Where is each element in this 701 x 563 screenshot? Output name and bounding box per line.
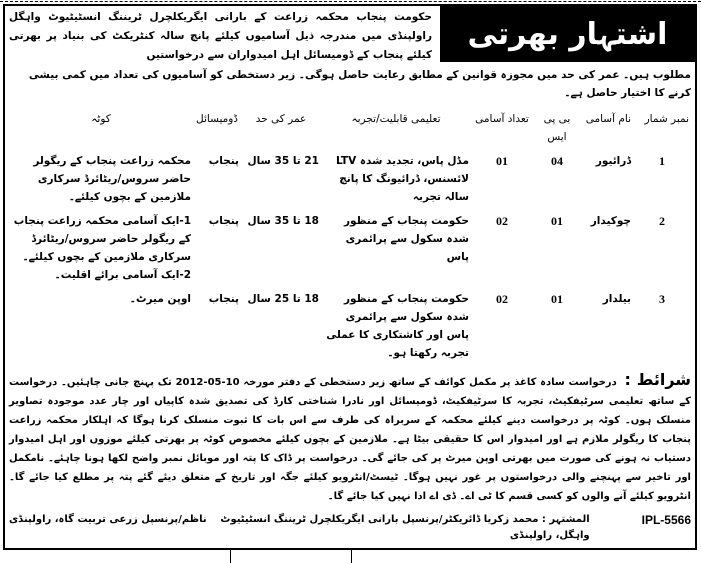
table-row [9,152,691,206]
conditions-heading: شرائط : [624,370,692,389]
qualification: حکومت پنجاب کے منظور شدہ سکول سے پرائمری پاس [343,215,469,263]
serial: 2 [659,214,665,228]
intro-text-continued: مطلوب ہیں۔ عمر کی حد میں مجوزہ قوانین کے مطابق رعایت حاصل ہوگی۔ زیر دستخطی کو آسامیوں کی تعداد میں کمی بیشی کرنے کا اختیار حاصل ہے۔ [28,69,691,99]
advertiser: المشتہر : محمد زکریا ڈائریکٹر/پرنسپل بارانی ایگریکلچرل ٹریننگ انسٹیٹیوٹ واہگل، راولپنڈی [220,514,590,541]
qualification: مڈل پاس، تجدید شدہ LTV لائسنس، ڈرائیونگ کا پانچ سالہ تجربہ [335,155,469,203]
serial: 1 [659,154,665,168]
ad-title: اشتہار بھرتی [440,6,695,62]
age: 18 تا 25 سال [247,293,319,305]
domicile: پنجاب [208,155,239,167]
post: ڈرائیور [595,155,631,167]
post: چوکیدار [590,215,631,227]
footer [9,512,691,544]
header-quota: کوٹہ [91,113,111,125]
count: 01 [496,154,508,168]
header-serial: نمبر شمار [644,113,689,125]
table-row [9,212,691,284]
header-post: نام آسامی [585,113,631,125]
header-bps: بی پی ایس [543,113,571,143]
office-signature: ناظم/پرنسپل زرعی تربیت گاہ، راولپنڈی [9,514,207,525]
header-qualification: تعلیمی قابلیت/تجربہ [351,113,441,125]
count: 02 [496,214,508,228]
bps: 01 [551,214,563,228]
quota: اوپن میرٹ۔ [129,293,191,305]
qualification: حکومت پنجاب کے منظور شدہ سکول سے پرائمری پاس اور کاشتکاری کا عملی تجربہ رکھتا ہو۔ [326,293,469,359]
bps: 04 [551,154,563,168]
domicile: پنجاب [208,293,239,305]
intro-text: حکومت پنجاب محکمہ زراعت کے بارانی ایگریکلچرل ٹریننگ انسٹیٹیوٹ واہگل راولپنڈی میں مندرجہ ذیل آسامیوں کیلئے پانچ سالہ کنٹریکٹ کی بنیاد پر بھرتی کیلئے پنجاب کے ڈومیسائل اہل امیدواران سے درخواستیں [9,11,432,61]
quota: 1-ایک آسامی محکمہ زراعت پنجاب کے ریگولر حاضر سروس/ریٹائرڈ سرکاری ملازمین کے بچوں کیلئے۔ 2-ایک آسامی برائے اقلیت۔ [13,215,191,281]
post: بیلدار [602,293,631,305]
bps: 01 [551,292,563,306]
ad-code: IPL-5566 [641,513,691,527]
conditions-text: درخواست سادہ کاغذ پر مکمل کوائف کے ساتھ زیر دستخطی کے دفتر مورخہ 10-05-2012 تک پہنچ جانی چاہئیں۔ درخواست کے ساتھ تعلیمی سرٹیفکیٹ، تجربہ کا سرٹیفکیٹ، ڈومیسائل اور نادرا شناختی کارڈ کی تصدیق شدہ کاپیاں اور چار عدد موجودہ تصاویر منسلک ہوں۔ کوٹہ پر درخواست دینے کیلئے محکمہ کے سربراہ کی طرف سے اس بات کا ثبوت منسلک کرنا ہوگا کہ اہلکار محکمہ زراعت پنجاب کا ریگولر ملازم ہے اور امیدوار اس کا حقیقی بیٹا ہے۔ ملازمین کے بچوں کیلئے مخصوص کوٹہ پر بھرتی کیلئے موزوں اور اہل امیدوار دستیاب نہ ہونے کی صورت میں بھرتی اوپن میرٹ پر کی جائے گی۔ درخواست پر ڈاک کا پتہ اور موبائل نمبر واضح لکھا ہونا چاہئے۔ نامکمل اور تاخیر سے پہنچنے والی درخواستوں پر غور نہیں ہوگا۔ ٹیسٹ/انٹرویو کیلئے جگہ اور تاریخ کے متعلق دیئے گئے پتہ پر مطلع کیا جائے گا۔ انٹرویو کیلئے آنے والوں کو کسی قسم کا ٹی اے۔ ڈی اے ادا نہیں کیا جائے گا۔ [9,377,691,502]
serial: 3 [659,292,665,306]
age: 18 تا 35 سال [247,215,319,227]
count: 02 [496,292,508,306]
header-domicile: ڈومیسائل [196,113,238,125]
top-divider [0,1,701,2]
quota: محکمہ زراعت پنجاب کے ریگولر حاضر سروس/ریٹائرڈ سرکاری ملازمین کے بچوں کیلئے۔ [33,155,191,203]
advertisement [3,4,697,550]
header-count: تعداد آسامی [475,113,529,125]
header-age: عمر کی حد [255,113,307,125]
table-header [9,110,691,146]
conditions [9,370,691,506]
domicile: پنجاب [208,215,239,227]
age: 21 تا 35 سال [247,155,319,167]
table-row [9,290,691,362]
bottom-divider [230,550,352,563]
